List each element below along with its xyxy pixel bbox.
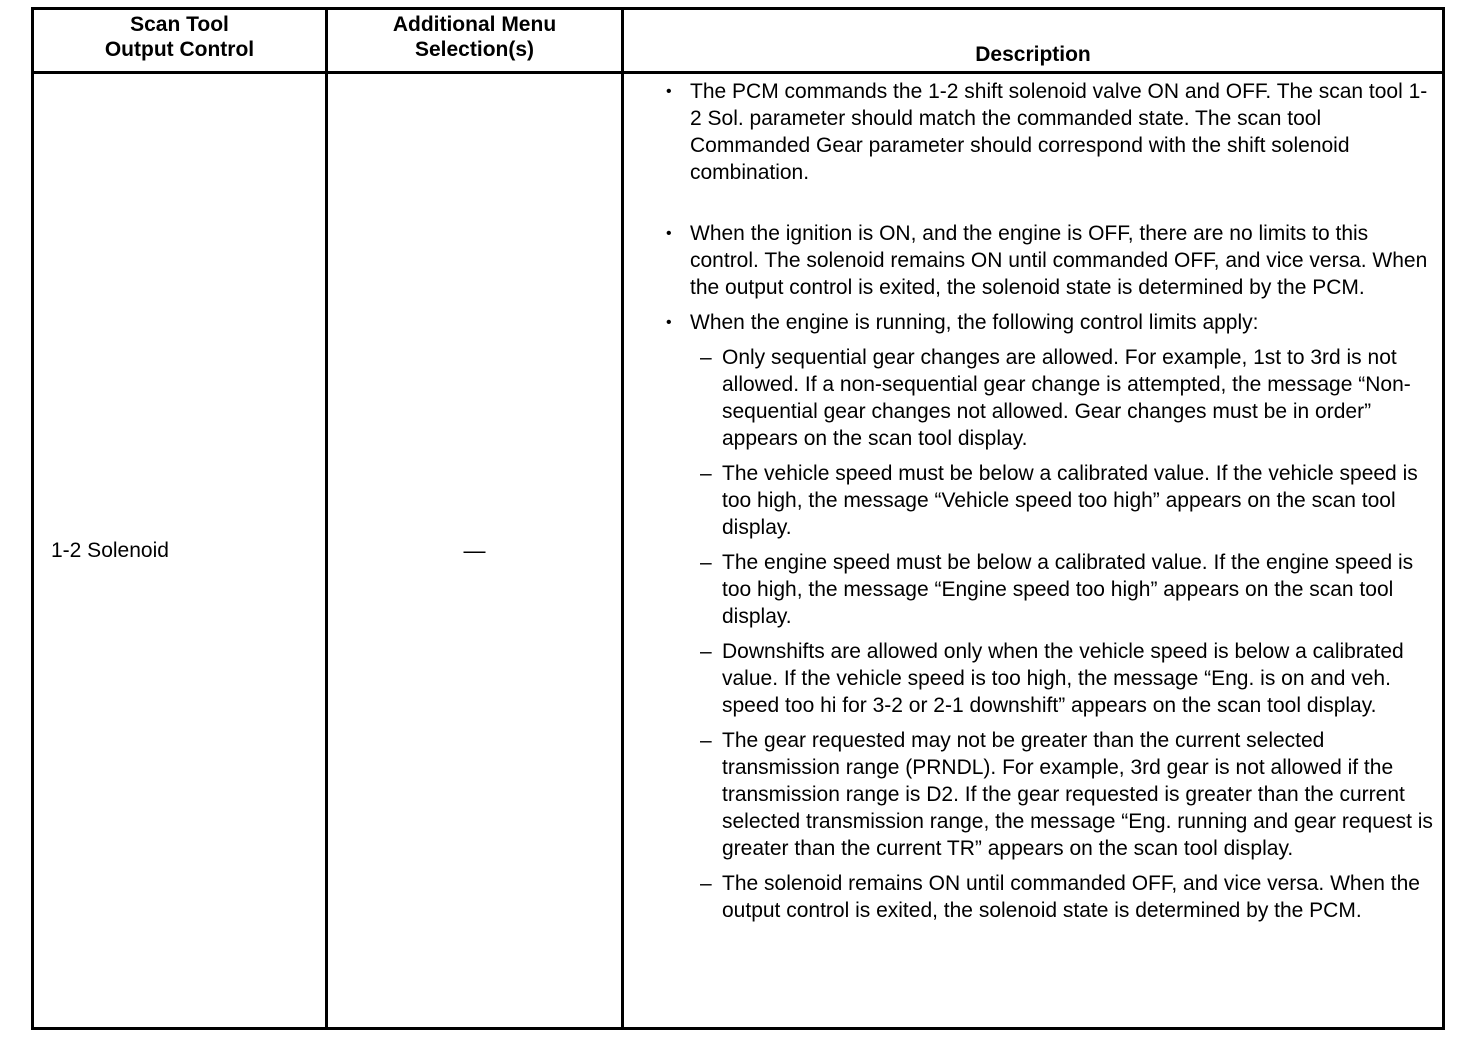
header-col3: Description	[975, 43, 1091, 66]
control-limit-text: The solenoid remains ON until commanded OFF, and vice versa. When the output control is exited, the solenoid state is determined by the PCM.	[722, 872, 1420, 922]
table-row	[33, 73, 1444, 1029]
dash-marker: –	[700, 640, 712, 663]
bullet-text: When the engine is running, the following control limits apply:	[690, 311, 1259, 334]
dash-marker: –	[700, 551, 712, 574]
header-additional-menu-selections	[327, 9, 623, 73]
control-limit-item	[690, 727, 1436, 862]
header-col2-line2: Selection(s)	[414, 38, 535, 61]
description-bullet	[624, 78, 1442, 186]
control-limit-text: The gear requested may not be greater than the current selected transmission range (PRNDL). For example, 3rd gear is not allowed if the transmission range is D2. If the gear requested is greater than the current selected transmission range, the message “Eng. running and gear request is greater than the current TR” appears on the scan tool display.	[722, 729, 1433, 860]
control-limits-list	[690, 344, 1436, 924]
control-limit-item	[690, 460, 1436, 541]
header-description	[623, 9, 1444, 73]
bullet-marker: •	[666, 314, 672, 331]
table-header-row	[33, 9, 1444, 73]
control-limit-item	[690, 549, 1436, 630]
description-cell	[623, 73, 1444, 1029]
description-bullet	[624, 220, 1442, 301]
dash-marker: –	[700, 872, 712, 895]
control-limit-text: Downshifts are allowed only when the vehicle speed is below a calibrated value. If the vehicle speed is too high, the message “Eng. is on and veh. speed too hi for 3-2 or 2-1 downshift” appears on the scan tool display.	[722, 640, 1404, 717]
control-limit-text: The vehicle speed must be below a calibrated value. If the vehicle speed is too high, the message “Vehicle speed too high” appears on the scan tool display.	[722, 462, 1418, 539]
control-limit-text: Only sequential gear changes are allowed. For example, 1st to 3rd is not allowed. If a non-sequential gear change is attempted, the message “Non-sequential gear changes not allowed. Gear changes must be in order” appears on the scan tool display.	[722, 346, 1411, 450]
header-col1-line2: Output Control	[104, 38, 255, 61]
bullet-marker: •	[666, 225, 672, 242]
dash-marker: –	[700, 346, 712, 369]
description-bullet	[624, 309, 1442, 924]
description-bullet-list	[624, 74, 1442, 924]
header-col2-line1: Additional Menu	[392, 13, 557, 36]
output-control-table	[31, 7, 1445, 1030]
bullet-text: The PCM commands the 1-2 shift solenoid valve ON and OFF. The scan tool 1-2 Sol. parameter should match the commanded state. The scan tool Commanded Gear parameter should correspond with the shift solenoid combination.	[690, 80, 1428, 184]
dash-marker: –	[700, 462, 712, 485]
output-control-name: 1-2 Solenoid	[51, 538, 169, 562]
output-control-cell	[33, 73, 327, 1029]
header-scan-tool-output-control	[33, 9, 327, 73]
header-col1-line1: Scan Tool	[130, 13, 229, 36]
control-limit-item	[690, 870, 1436, 924]
bullet-text: When the ignition is ON, and the engine is OFF, there are no limits to this control. The solenoid remains ON until commanded OFF, and vice versa. When the output control is exited, the solenoid state is determined by the PCM.	[690, 222, 1428, 299]
menu-selection-cell	[327, 73, 623, 1029]
menu-selection-value: —	[463, 537, 486, 563]
control-limit-item	[690, 344, 1436, 452]
control-limit-item	[690, 638, 1436, 719]
control-limit-text: The engine speed must be below a calibrated value. If the engine speed is too high, the message “Engine speed too high” appears on the scan tool display.	[722, 551, 1414, 628]
dash-marker: –	[700, 729, 712, 752]
bullet-marker: •	[666, 83, 672, 100]
